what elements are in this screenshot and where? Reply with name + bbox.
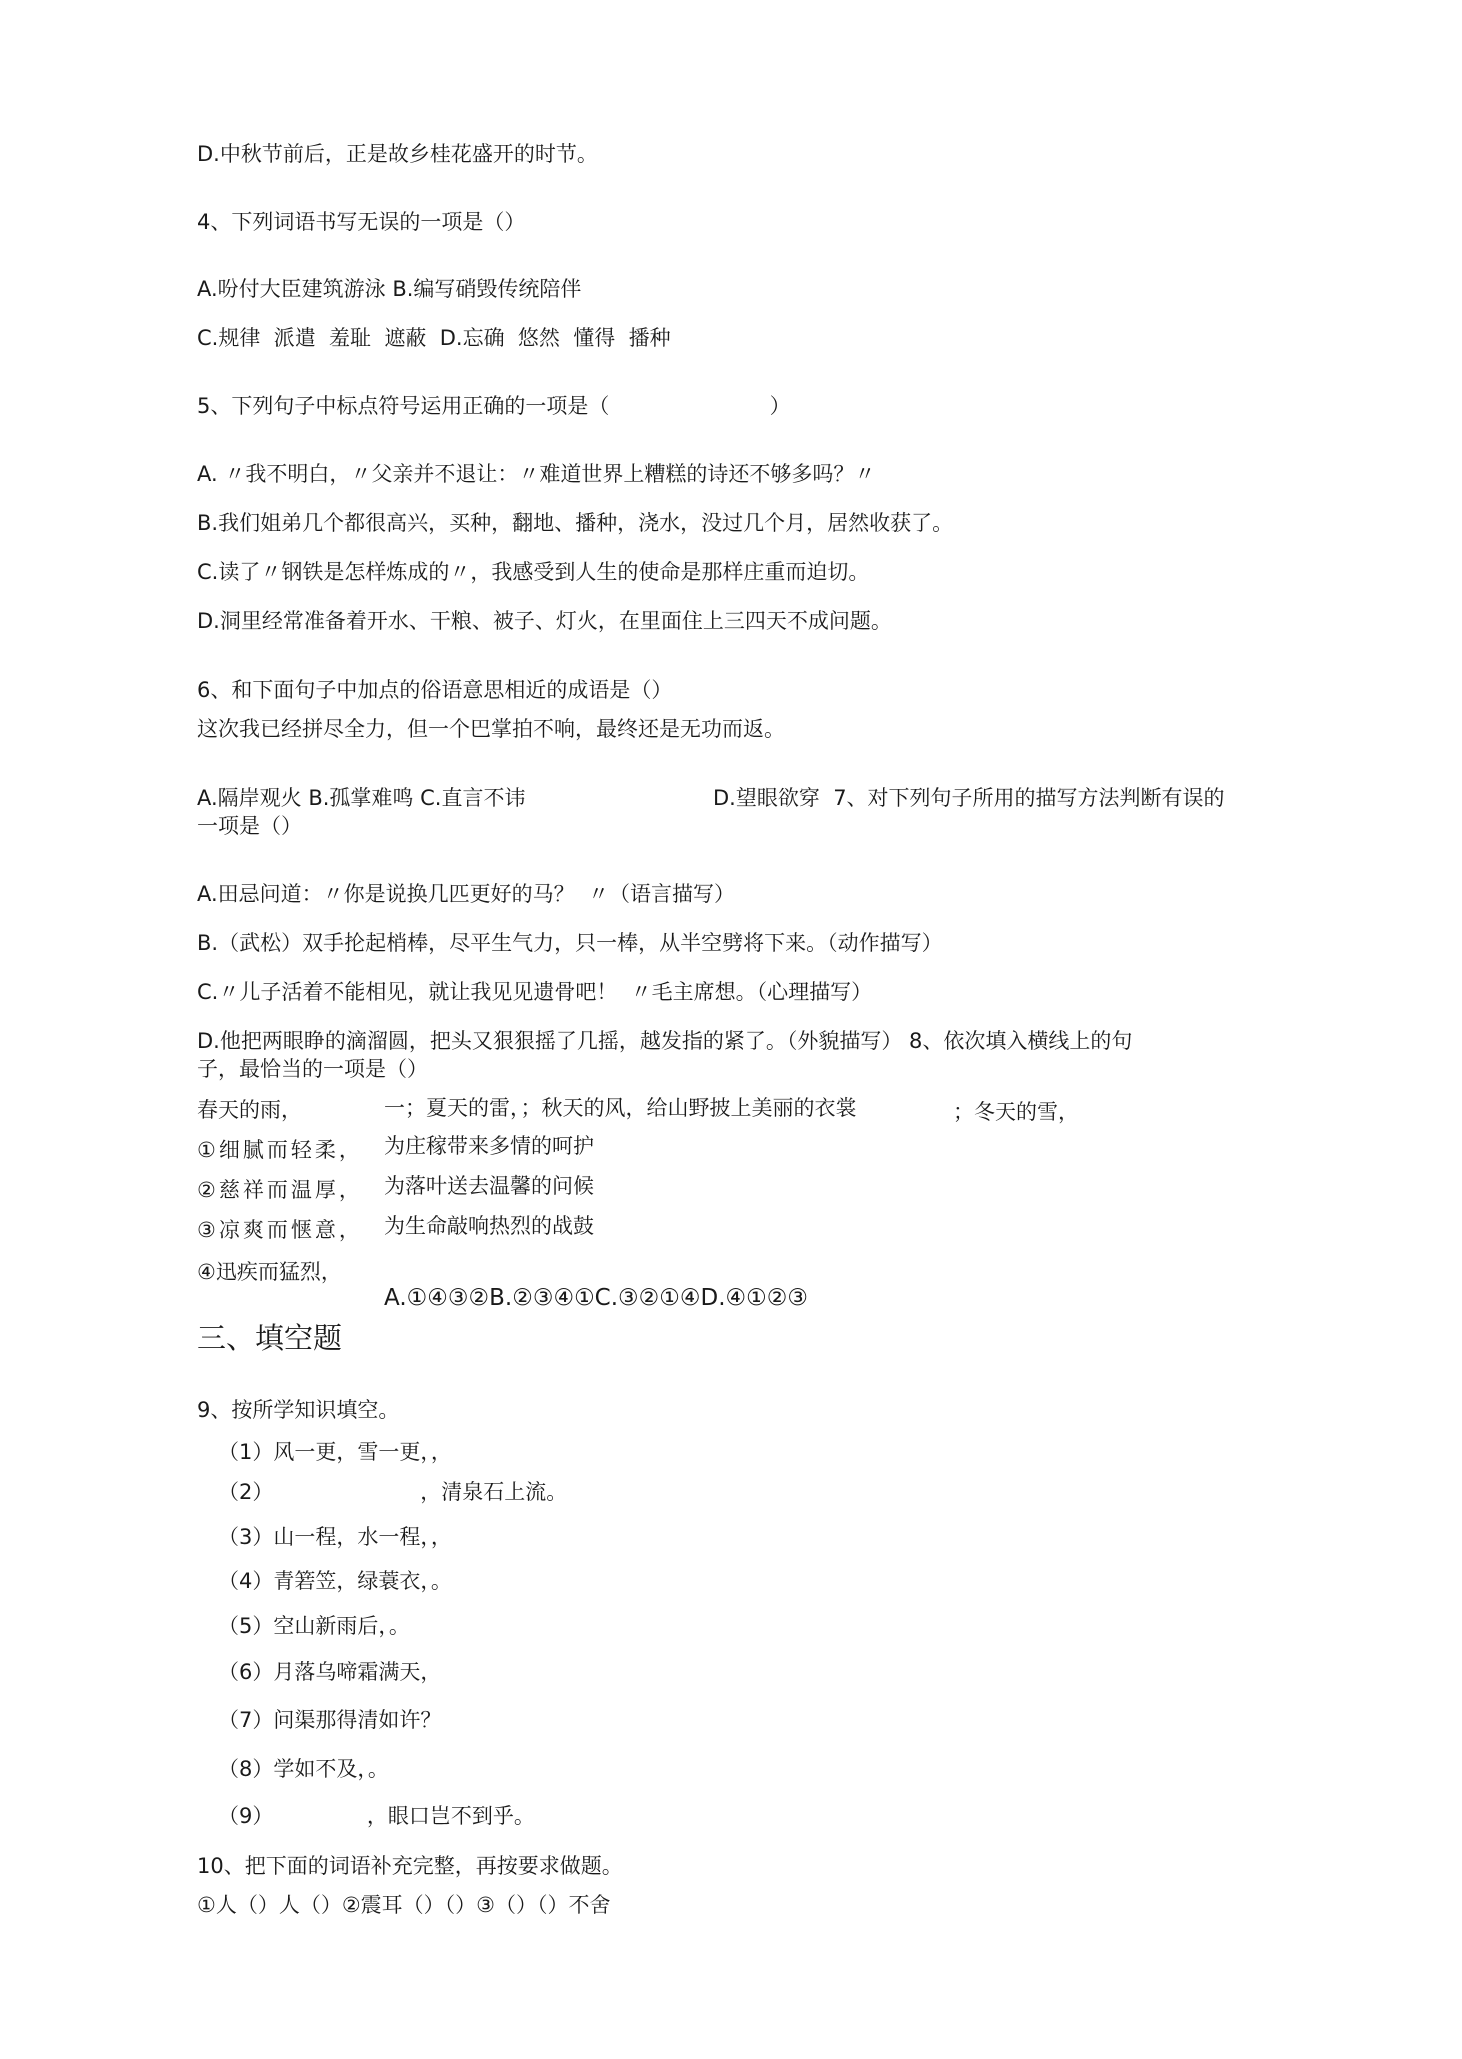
q4-options-line2: C.规律 派遣 羞耻 遮蔽 D.忘确 悠然 懂得 播种 [197, 326, 671, 350]
q9-line-9: （9） ，眼口岂不到乎。 [218, 1804, 535, 1828]
q5-stem: 5、下列句子中标点符号运用正确的一项是（ ） [197, 394, 791, 418]
q8-item-2: ②慈祥而温厚， [197, 1178, 363, 1202]
q7-stem-continued: 一项是（） [197, 814, 302, 838]
q9-line-1: （1）风一更，雪一更，， [218, 1440, 452, 1464]
q7-option-d-q8-stem: D.他把两眼睁的滴溜圆，把头又狠狠摇了几摇，越发指的紧了。（外貌描写） 8、依次填入横线上的句 [197, 1029, 1133, 1053]
q9-line-4: （4）青箬笠，绿蓑衣，。 [218, 1569, 452, 1593]
section-3-title: 三、填空题 [197, 1321, 343, 1355]
q5-option-a: A. 〃我不明白，〃父亲并不退让：〃难道世界上糟糕的诗还不够多吗？〃 [197, 462, 876, 486]
q9-line-7: （7）问渠那得清如许？ [218, 1708, 442, 1732]
q8-lead-summer-autumn: 一；夏天的雷，；秋天的风，给山野披上美丽的衣裳 [384, 1096, 857, 1120]
q9-line-8: （8）学如不及，。 [218, 1757, 389, 1781]
q8-answer-options: A.①④③②B.②③④①C.③②①④D.④①②③ [384, 1285, 809, 1311]
q10-line-1: ①人（）人（）②震耳（）（）③（）（）不舍 [197, 1893, 611, 1917]
q4-options-line1: A.吩付大臣建筑游泳 B.编写硝毁传统陪伴 [197, 277, 582, 301]
q5-option-c: C.读了〃钢铁是怎样炼成的〃，我感受到人生的使命是那样庄重而迫切。 [197, 560, 870, 584]
q9-line-3: （3）山一程，水一程，， [218, 1525, 452, 1549]
q10-stem: 10、把下面的词语补充完整，再按要求做题。 [197, 1854, 623, 1878]
q8-item-4: ④迅疾而猛烈， [197, 1260, 342, 1284]
q7-option-b: B.（武松）双手抡起梢棒，尽平生气力，只一棒，从半空劈将下来。（动作描写） [197, 931, 943, 955]
q8-stem-continued: 子，最恰当的一项是（） [197, 1057, 428, 1081]
q6-options-abc: A.隔岸观火 B.孤掌难鸣 C.直言不讳 [197, 786, 526, 810]
q5-option-b: B.我们姐弟几个都很高兴，买种，翻地、播种，浇水，没过几个月，居然收获了。 [197, 511, 954, 535]
q7-option-a: A.田忌问道：〃你是说换几匹更好的马？ 〃（语言描写） [197, 882, 736, 906]
q3-option-d: D.中秋节前后，正是故乡桂花盛开的时节。 [197, 142, 598, 166]
q8-item-1: ①细腻而轻柔， [197, 1138, 363, 1162]
q4-stem: 4、下列词语书写无误的一项是（） [197, 210, 526, 234]
q5-option-d: D.洞里经常准备着开水、干粮、被子、灯火，在里面住上三四天不成问题。 [197, 609, 892, 633]
q8-lead-winter: ；冬天的雪， [953, 1100, 1079, 1124]
q9-line-6: （6）月落乌啼霜满天， [218, 1660, 442, 1684]
q9-line-2: （2） ，清泉石上流。 [218, 1480, 568, 1504]
q8-phrase-3: 为生命敲响热烈的战鼓 [384, 1214, 594, 1238]
q8-phrase-1: 为庄稼带来多情的呵护 [384, 1134, 594, 1158]
q6-option-d-q7-stem: D.望眼欲穿 7、对下列句子所用的描写方法判断有误的 [713, 786, 1225, 810]
q8-phrase-2: 为落叶送去温馨的问候 [384, 1174, 594, 1198]
q8-item-3: ③凉爽而惬意， [197, 1218, 363, 1242]
q9-stem: 9、按所学知识填空。 [197, 1398, 400, 1422]
q8-lead-spring: 春天的雨， [197, 1098, 302, 1122]
q6-stem: 6、和下面句子中加点的俗语意思相近的成语是（） [197, 678, 673, 702]
q9-line-5: （5）空山新雨后，。 [218, 1614, 410, 1638]
q6-sentence: 这次我已经拼尽全力，但一个巴掌拍不响，最终还是无功而返。 [197, 717, 785, 741]
q7-option-c: C.〃儿子活着不能相见，就让我见见遗骨吧！ 〃毛主席想。（心理描写） [197, 980, 873, 1004]
